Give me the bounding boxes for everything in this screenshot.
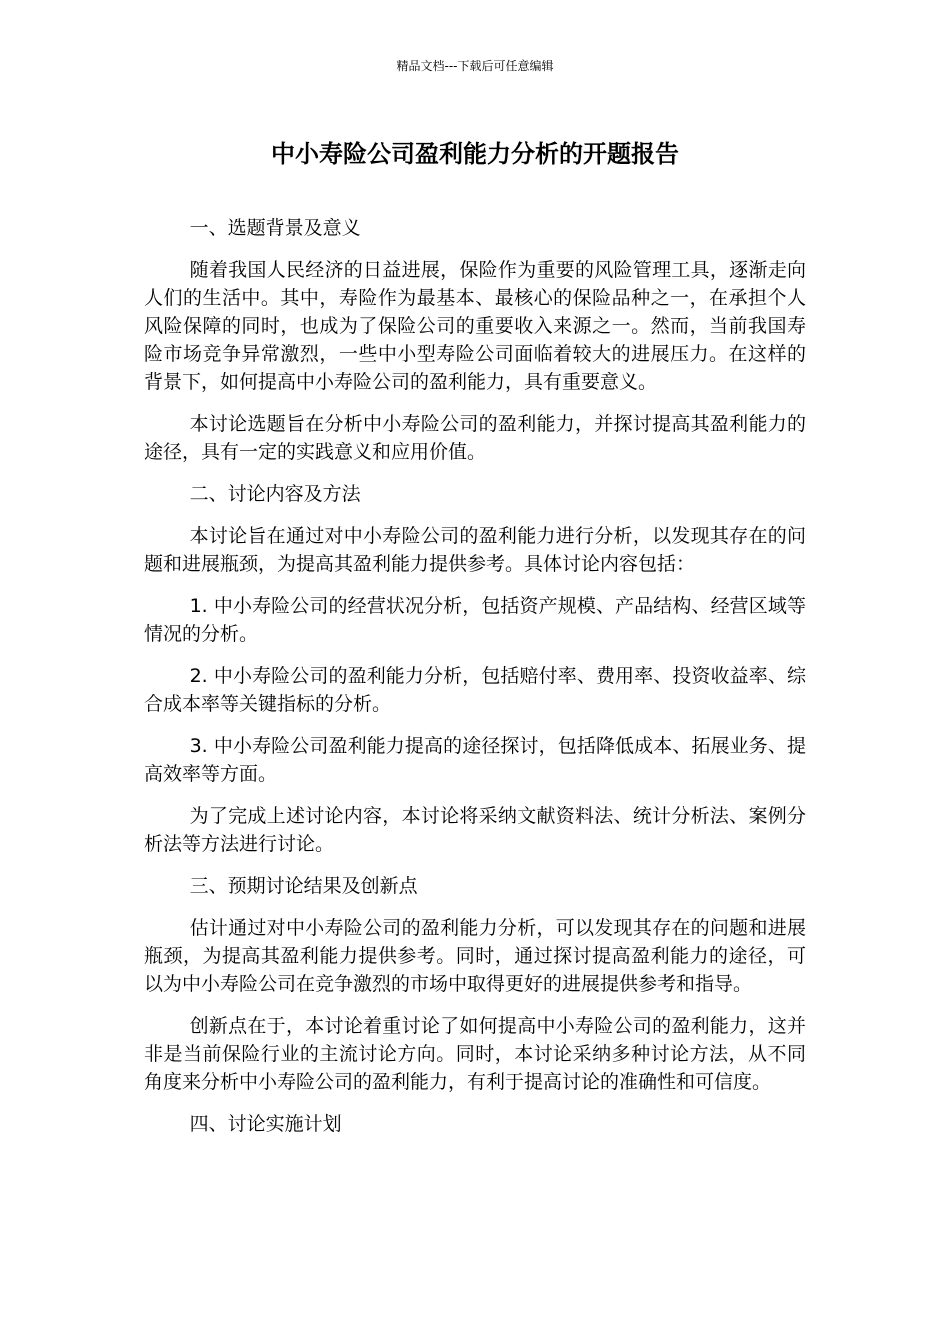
paragraph: 随着我国人民经济的日益进展，保险作为重要的风险管理工具，逐渐走向人们的生活中。其中，寿险作为最基本、最核心的保险品种之一，在承担个人风险保障的同时，也成为了保险公司的重要收入来源之一。然而，当前我国寿险市场竞争异常激烈，一些中小型寿险公司面临着较大的进展压力。在这样的背景下，如何提高中小寿险公司的盈利能力，具有重要意义。 bbox=[144, 259, 806, 393]
document-title: 中小寿险公司盈利能力分析的开题报告 bbox=[271, 140, 679, 168]
section-heading-1: 一、选题背景及意义 bbox=[189, 217, 361, 239]
list-item: 2. 中小寿险公司的盈利能力分析，包括赔付率、费用率、投资收益率、综合成本率等关键指标的分析。 bbox=[144, 665, 806, 715]
paragraph: 本讨论旨在通过对中小寿险公司的盈利能力进行分析，以发现其存在的问题和进展瓶颈，为提高其盈利能力提供参考。具体讨论内容包括： bbox=[144, 525, 806, 575]
list-item: 1. 中小寿险公司的经营状况分析，包括资产规模、产品结构、经营区域等情况的分析。 bbox=[144, 595, 806, 645]
header-note: 精品文档---下载后可任意编辑 bbox=[396, 59, 554, 73]
section-heading-3: 三、预期讨论结果及创新点 bbox=[189, 875, 418, 897]
paragraph: 创新点在于，本讨论着重讨论了如何提高中小寿险公司的盈利能力，这并非是当前保险行业的主流讨论方向。同时，本讨论采纳多种讨论方法，从不同角度来分析中小寿险公司的盈利能力，有利于提高讨论的准确性和可信度。 bbox=[144, 1015, 806, 1093]
paragraph: 估计通过对中小寿险公司的盈利能力分析，可以发现其存在的问题和进展瓶颈，为提高其盈利能力提供参考。同时，通过探讨提高盈利能力的途径，可以为中小寿险公司在竞争激烈的市场中取得更好的进展提供参考和指导。 bbox=[144, 917, 806, 995]
section-heading-2: 二、讨论内容及方法 bbox=[189, 483, 361, 505]
document-body bbox=[144, 214, 806, 1152]
list-item: 3. 中小寿险公司盈利能力提高的途径探讨，包括降低成本、拓展业务、提高效率等方面。 bbox=[144, 735, 806, 785]
paragraph: 本讨论选题旨在分析中小寿险公司的盈利能力，并探讨提高其盈利能力的途径，具有一定的实践意义和应用价值。 bbox=[144, 413, 806, 463]
paragraph: 为了完成上述讨论内容，本讨论将采纳文献资料法、统计分析法、案例分析法等方法进行讨论。 bbox=[144, 805, 806, 855]
section-heading-4: 四、讨论实施计划 bbox=[189, 1113, 342, 1135]
